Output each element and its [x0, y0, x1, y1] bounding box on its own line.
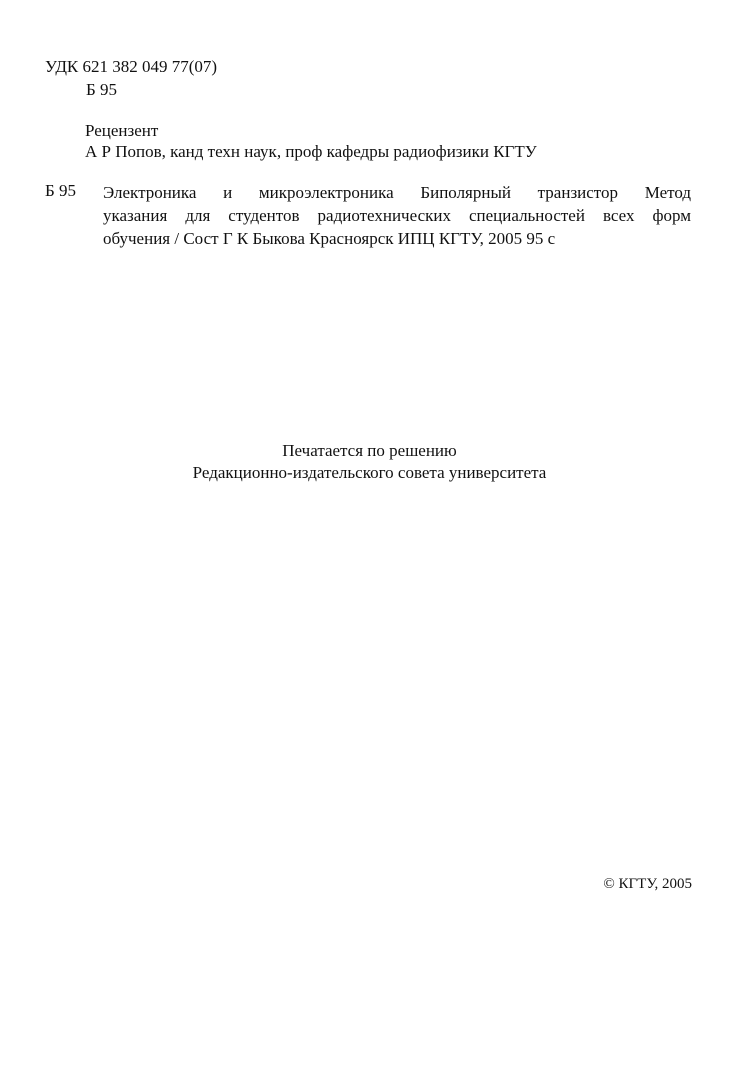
publication-note [0, 440, 739, 484]
copyright-notice: © КГТУ, 2005 [603, 876, 692, 892]
entry-index: Б 95 [45, 181, 77, 200]
reviewer-label: Рецензент [85, 121, 159, 140]
bibliographic-entry [103, 181, 691, 250]
library-index: Б 95 [86, 80, 118, 99]
entry-line: Электроника и микроэлектроника Биполярный транзистор Метод [103, 183, 691, 202]
publication-note-line: Печатается по решению [282, 441, 457, 460]
entry-line: указания для студентов радиотехнических специальностей всех форм [103, 206, 691, 225]
udk-code: УДК 621 382 049 77(07) [45, 57, 218, 76]
reviewer-details: А Р Попов, канд техн наук, проф кафедры радиофизики КГТУ [85, 142, 537, 161]
entry-line: обучения / Сост Г К Быкова Красноярск ИПЦ КГТУ, 2005 95 с [103, 229, 556, 248]
publication-note-line: Редакционно-издательского совета университета [192, 463, 547, 482]
